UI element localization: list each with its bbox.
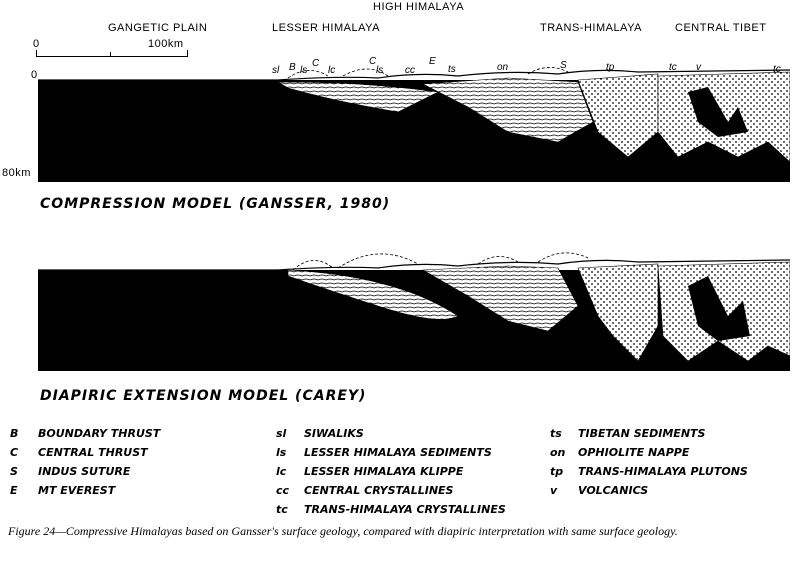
legend-item: S INDUS SUTURE xyxy=(10,465,131,478)
legend-item: B BOUNDARY THRUST xyxy=(10,427,161,440)
label-tc: tc xyxy=(669,62,677,73)
legend-col3 xyxy=(550,424,748,500)
label-trans-himalaya: TRANS-HIMALAYA xyxy=(540,22,642,34)
label-lc: lc xyxy=(328,65,336,76)
title-diapiric-model: DIAPIRIC EXTENSION MODEL (CAREY) xyxy=(40,388,367,404)
legend-item: cc CENTRAL CRYSTALLINES xyxy=(276,484,454,497)
scale-zero-label: 0 xyxy=(33,38,40,50)
label-E: E xyxy=(429,56,436,67)
legend-item: on OPHIOLITE NAPPE xyxy=(550,446,690,459)
label-ls2: ls xyxy=(376,65,384,76)
label-high-himalaya: HIGH HIMALAYA xyxy=(373,1,465,13)
legend-item: lc LESSER HIMALAYA KLIPPE xyxy=(276,465,464,478)
depth-80km-label: 80km xyxy=(2,167,31,179)
title-compression-model: COMPRESSION MODEL (GANSSER, 1980) xyxy=(40,196,391,212)
legend-item: C CENTRAL THRUST xyxy=(10,446,148,459)
legend-item: E MT EVEREST xyxy=(10,484,116,497)
figure-caption: Figure 24—Compressive Himalayas based on Gansser's surface geology, compared with diapiric interpretation with same surface geology. xyxy=(8,524,678,538)
legend-item: ts TIBETAN SEDIMENTS xyxy=(550,427,706,440)
label-cc: cc xyxy=(405,65,415,76)
label-central-tibet: CENTRAL TIBET xyxy=(675,22,767,34)
legend-item: tc TRANS-HIMALAYA CRYSTALLINES xyxy=(276,503,506,516)
label-ls: ls xyxy=(300,65,308,76)
label-sl: sl xyxy=(272,65,280,76)
legend-item: ls LESSER HIMALAYA SEDIMENTS xyxy=(276,446,492,459)
legend-col1 xyxy=(10,424,160,500)
label-v: v xyxy=(696,62,701,73)
scale-distance-label: 100km xyxy=(148,38,184,50)
label-ts: ts xyxy=(448,64,456,75)
legend-col2 xyxy=(276,424,506,519)
scale-tick-mid xyxy=(110,52,111,56)
diapiric-cross-section xyxy=(38,246,790,371)
label-on: on xyxy=(497,62,509,73)
label-lesser-himalaya: LESSER HIMALAYA xyxy=(272,22,380,34)
compression-cross-section xyxy=(38,62,790,182)
label-gangetic-plain: GANGETIC PLAIN xyxy=(108,22,208,34)
depth-zero-label: 0 xyxy=(31,69,38,81)
label-C2: C xyxy=(369,56,377,67)
label-C: C xyxy=(312,58,320,69)
scale-bar xyxy=(36,50,188,57)
legend-item: v VOLCANICS xyxy=(550,484,649,497)
label-B: B xyxy=(289,62,296,73)
label-tc2: tc xyxy=(773,64,781,75)
legend-item: sl SIWALIKS xyxy=(276,427,364,440)
label-S: S xyxy=(560,60,567,71)
legend-item: tp TRANS-HIMALAYA PLUTONS xyxy=(550,465,748,478)
label-tp: tp xyxy=(606,62,615,73)
